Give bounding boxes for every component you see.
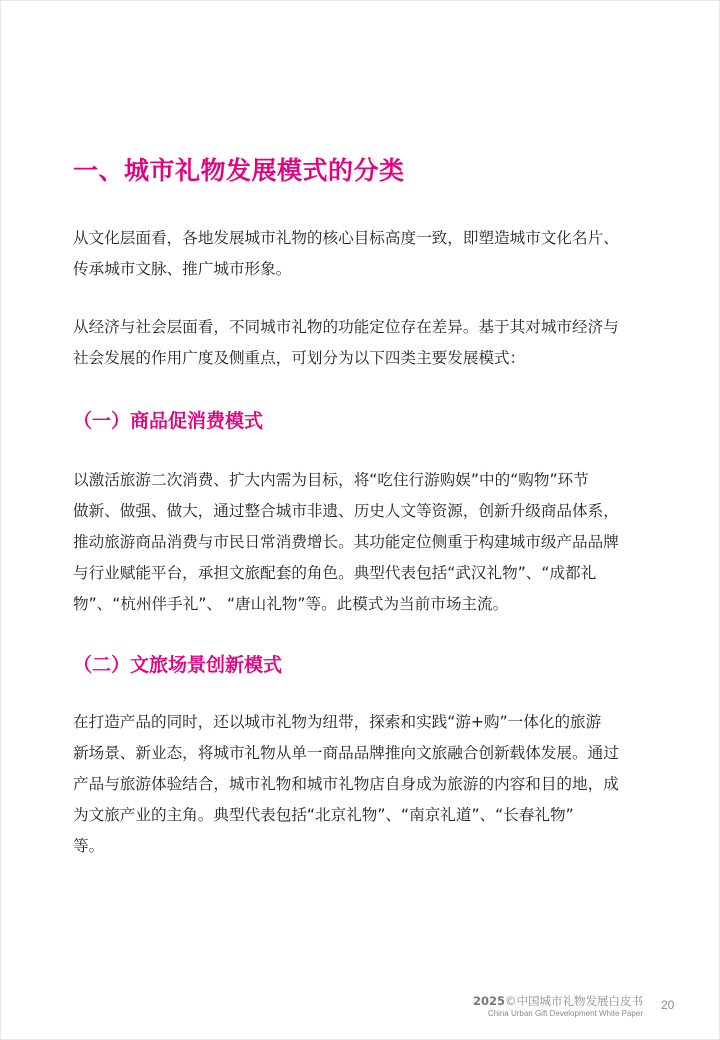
- text-line: 从文化层面看，各地发展城市礼物的核心目标高度一致，即塑造城市文化名片、: [73, 229, 619, 247]
- text-line: 等。: [73, 837, 105, 855]
- section-heading-1: （一）商品促消费模式: [73, 410, 264, 432]
- intro-paragraph-2: [73, 312, 673, 374]
- footer-subtitle: China Urban Gift Development White Paper: [487, 1009, 643, 1018]
- text-line: 产品与旅游体验结合，城市礼物和城市礼物店自身成为旅游的内容和目的地，成: [73, 775, 619, 793]
- text-line: 新场景、新业态，将城市礼物从单一商品品牌推向文旅融合创新载体发展。通过: [73, 744, 619, 762]
- section-paragraph-1: [73, 465, 673, 620]
- text-line: 传承城市文脉、推广城市形象。: [73, 260, 292, 278]
- page-number: 20: [661, 998, 675, 1012]
- intro-paragraph-1: [73, 223, 673, 285]
- section-heading-2: （二）文旅场景创新模式: [73, 654, 283, 676]
- footer-year: 2025: [472, 994, 505, 1008]
- text-line: 推动旅游商品消费与市民日常消费增长。其功能定位侧重于构建城市级产品品牌: [73, 533, 619, 551]
- text-line: 与行业赋能平台，承担文旅配套的角色。典型代表包括“武汉礼物”、“成都礼: [73, 564, 597, 582]
- text-line: 做新、做强、做大，通过整合城市非遗、历史人文等资源，创新升级商品体系，: [73, 502, 619, 520]
- chapter-title: 一、城市礼物发展模式的分类: [73, 156, 405, 185]
- text-line: 以激活旅游二次消费、扩大内需为目标，将“吃住行游购娱”中的“购物”环节: [73, 471, 589, 489]
- page-footer: [473, 994, 643, 1020]
- text-line: 从经济与社会层面看，不同城市礼物的功能定位存在差异。基于其对城市经济与: [73, 318, 619, 336]
- text-line: 社会发展的作用广度及侧重点，可划分为以下四类主要发展模式：: [73, 349, 526, 367]
- footer-book-title: ©中国城市礼物发展白皮书: [505, 994, 643, 1008]
- text-line: 物”、“杭州伴手礼”、 “唐山礼物”等。此模式为当前市场主流。: [73, 595, 509, 613]
- text-line: 为文旅产业的主角。典型代表包括“北京礼物”、“南京礼道”、“长春礼物”: [73, 806, 574, 824]
- section-paragraph-2: [73, 707, 673, 862]
- footer-title: [473, 994, 643, 1008]
- text-line: 在打造产品的同时，还以城市礼物为纽带，探索和实践“游+购”一体化的旅游: [73, 713, 602, 731]
